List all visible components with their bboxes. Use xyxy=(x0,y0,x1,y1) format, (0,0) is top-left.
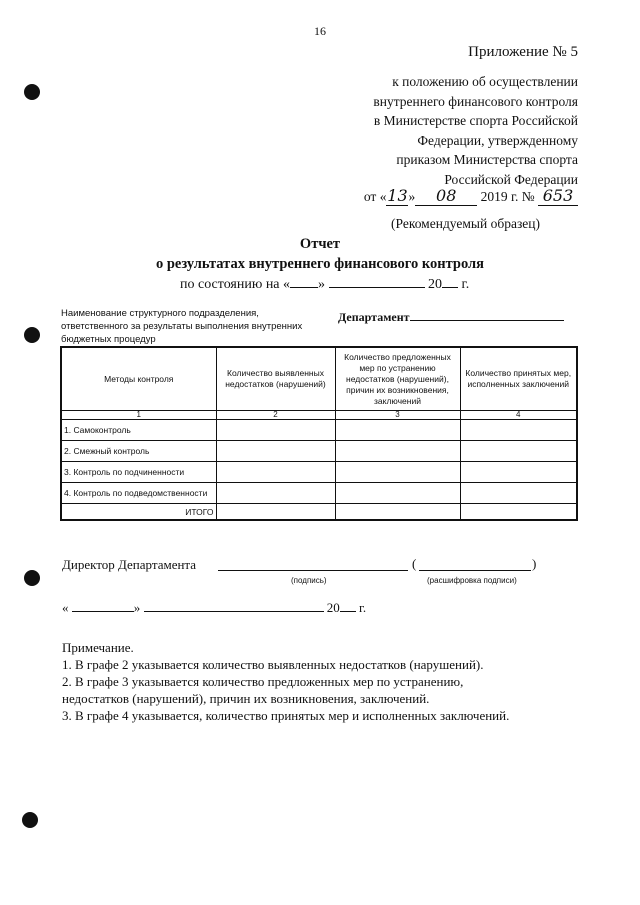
signature-role: Директор Департамента xyxy=(62,557,197,572)
order-number: 653 xyxy=(538,186,578,206)
report-date-line xyxy=(180,277,469,293)
table-cell[interactable] xyxy=(216,441,335,462)
signature-month-blank xyxy=(144,611,324,612)
col-number: 3 xyxy=(335,411,460,420)
report-date-year: 20 xyxy=(428,277,443,292)
appendix-line: внутреннего финансового контроля xyxy=(373,93,578,109)
binder-hole-2 xyxy=(24,327,40,343)
department-label: Департамент xyxy=(338,310,410,324)
sample-note: (Рекомендуемый образец) xyxy=(391,216,540,231)
table-cell[interactable] xyxy=(216,420,335,441)
report-year-blank xyxy=(442,287,458,288)
row-label: 2. Смежный контроль xyxy=(61,441,216,462)
table-cell[interactable] xyxy=(335,504,460,521)
binder-hole-1 xyxy=(24,84,40,100)
appendix-line: приказом Министерства спорта xyxy=(396,152,578,167)
col-number: 4 xyxy=(460,411,577,420)
report-month-blank xyxy=(329,287,425,288)
table-cell[interactable] xyxy=(460,420,577,441)
signature-date-open: « xyxy=(62,600,69,615)
signature-caption: (подпись) xyxy=(291,576,327,585)
order-mid: » xyxy=(408,189,416,204)
order-date-line xyxy=(364,186,578,206)
order-day: 13 xyxy=(387,186,408,205)
appendix-line: Федерации, утвержденному xyxy=(417,132,578,148)
col-header-taken-measures: Количество принятых мер, исполненных заключений xyxy=(460,347,577,411)
signature-open-paren: ( xyxy=(412,556,417,571)
appendix-text xyxy=(373,72,578,189)
table-cell[interactable] xyxy=(460,462,577,483)
table-cell[interactable] xyxy=(216,483,335,504)
note-item: 2. В графе 3 указывается количество предложенных мер по устранению, недостатков (нарушений), причин их возникновения, заключений. xyxy=(62,674,464,706)
order-year-text: 2019 г. № xyxy=(480,189,535,204)
table-row xyxy=(61,420,577,441)
table-cell[interactable] xyxy=(335,483,460,504)
report-table xyxy=(60,346,578,521)
report-date-mid: » xyxy=(318,277,326,292)
signature-decode-line[interactable] xyxy=(419,570,531,571)
note-item: 1. В графе 2 указывается количество выявленных недостатков (нарушений). xyxy=(62,657,484,672)
order-prefix: от « xyxy=(363,189,387,204)
signature-date-line xyxy=(62,600,366,616)
col-header-proposed-measures: Количество предложенных мер по устранению недостатков (нарушений), причин их возникновения, заключений xyxy=(335,347,460,411)
col-header-methods: Методы контроля xyxy=(61,347,216,411)
page-number: 16 xyxy=(314,24,326,38)
table-cell[interactable] xyxy=(460,483,577,504)
signature-year-blank xyxy=(340,611,356,612)
report-subtitle: о результатах внутреннего финансового контроля xyxy=(155,256,485,272)
table-cell[interactable] xyxy=(216,462,335,483)
notes-heading: Примечание. xyxy=(62,640,134,655)
total-label: ИТОГО xyxy=(61,504,216,521)
table-row xyxy=(61,441,577,462)
signature-date-suffix: г. xyxy=(359,600,367,615)
report-title: Отчет xyxy=(299,236,341,252)
table-row xyxy=(61,462,577,483)
binder-hole-4 xyxy=(22,812,38,828)
department-blank xyxy=(410,320,564,321)
signature-day-blank xyxy=(72,611,134,612)
report-date-prefix: по состоянию на « xyxy=(180,277,291,292)
table-row xyxy=(61,483,577,504)
binder-hole-3 xyxy=(24,570,40,586)
table-cell[interactable] xyxy=(216,504,335,521)
signature-line[interactable] xyxy=(218,570,408,571)
signature-close-paren: ) xyxy=(532,556,537,571)
signature-date-year: 20 xyxy=(326,600,340,615)
appendix-line: Российской Федерации xyxy=(444,171,578,187)
decode-caption: (расшифровка подписи) xyxy=(427,576,517,585)
notes-list xyxy=(62,656,532,724)
report-day-blank xyxy=(290,287,318,288)
table-cell[interactable] xyxy=(335,462,460,483)
total-row xyxy=(61,504,577,521)
table-cell[interactable] xyxy=(460,504,577,521)
col-number: 1 xyxy=(61,411,216,420)
table-cell[interactable] xyxy=(460,441,577,462)
row-label: 4. Контроль по подведомственности xyxy=(61,483,216,504)
table-cell[interactable] xyxy=(335,420,460,441)
signature-date-close: » xyxy=(133,600,141,615)
note-item: 3. В графе 4 указывается, количество принятых мер и исполненных заключений. xyxy=(62,708,510,723)
department-line xyxy=(338,310,564,325)
appendix-line: к положению об осуществлении xyxy=(392,74,578,89)
row-label: 1. Самоконтроль xyxy=(61,420,216,441)
col-number: 2 xyxy=(216,411,335,420)
unit-label: Наименование структурного подразделения, ответственного за результаты выполнения внутренних бюджетных процедур xyxy=(61,308,303,345)
order-month: 08 xyxy=(415,186,477,206)
table-cell[interactable] xyxy=(335,441,460,462)
report-date-suffix: г. xyxy=(461,277,470,292)
appendix-line: в Министерстве спорта Российской xyxy=(373,113,578,128)
appendix-title: Приложение № 5 xyxy=(468,44,578,60)
row-label: 3. Контроль по подчиненности xyxy=(61,462,216,483)
col-header-shortcomings: Количество выявленных недостатков (нарушений) xyxy=(216,347,335,411)
